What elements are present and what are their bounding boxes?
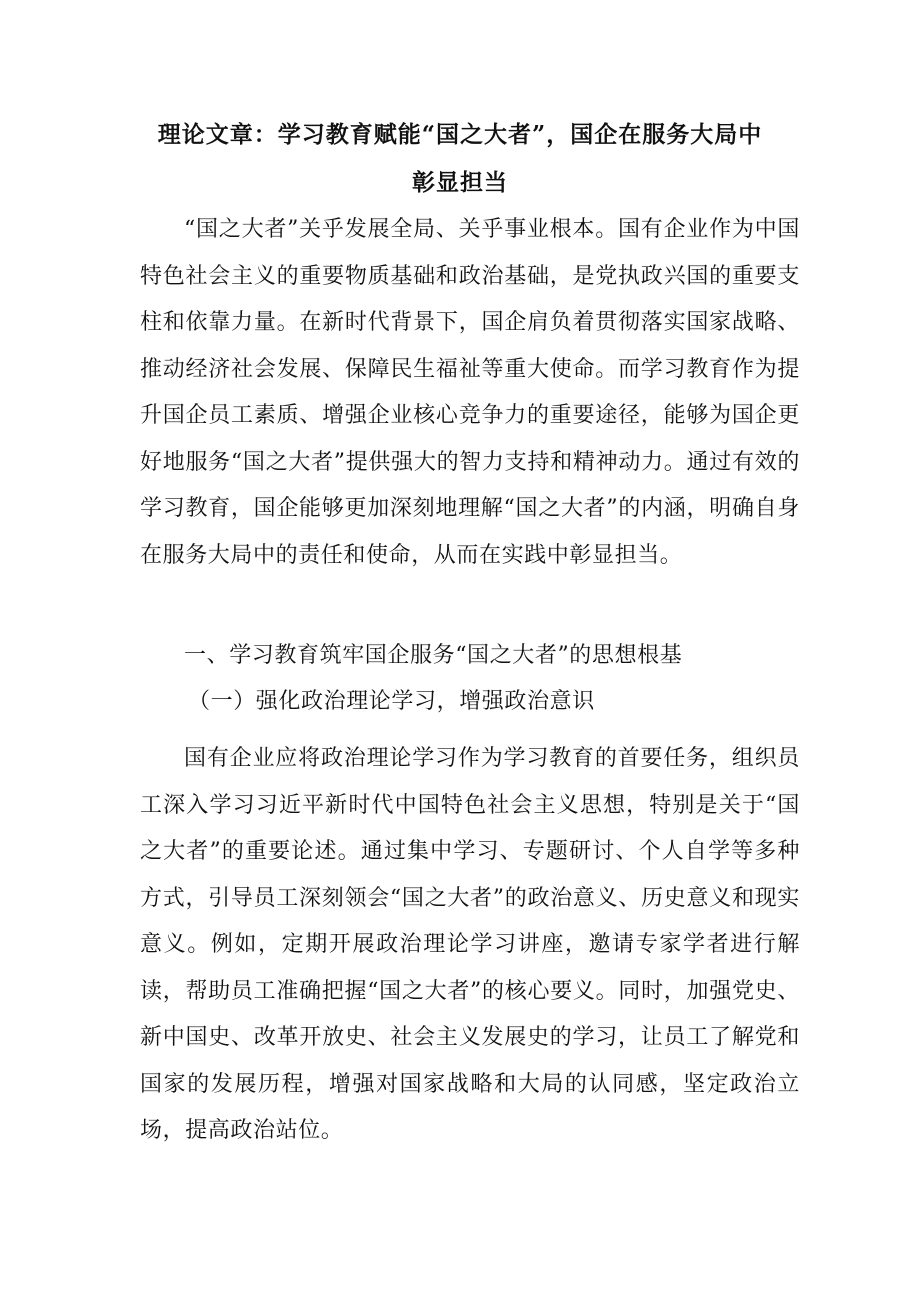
document-title-line1: 理论文章：学习教育赋能“国之大者”，国企在服务大局中 [157,121,763,148]
subsection-heading-1: （一）强化政治理论学习，增强政治意识 [188,689,595,714]
section-heading-1: 一、学习教育筑牢国企服务“国之大者”的思想根基 [184,643,683,668]
intro-text: “国之大者”关乎发展全局、关乎事业根本。国有企业作为中国特色社会主义的重要物质基础和政治基础，是党执政兴国的重要支柱和依靠力量。在新时代背景下，国企肩负着贯彻落实国家战略、推动经济社会发展、保障民生福祉等重大使命。而学习教育作为提升国企员工素质、增强企业核心竞争力的重要途径，能够为国企更好地服务“国之大者”提供强大的智力支持和精神动力。通过有效的学习教育，国企能够更加深刻地理解“国之大者”的内涵，明确自身在服务大局中的责任和使命，从而在实践中彰显担当。 [140,217,800,568]
intro-paragraph [140,207,800,579]
document-title-line2: 彰显担当 [412,169,508,196]
subsection-1-paragraph [140,736,800,1155]
subsection-1-text: 国有企业应将政治理论学习作为学习教育的首要任务，组织员工深入学习习近平新时代中国特色社会主义思想，特别是关于“国之大者”的重要论述。通过集中学习、专题研讨、个人自学等多种方式，引导员工深刻领会“国之大者”的政治意义、历史意义和现实意义。例如，定期开展政治理论学习讲座，邀请专家学者进行解读，帮助员工准确把握“国之大者”的核心要义。同时，加强党史、新中国史、改革开放史、社会主义发展史的学习，让员工了解党和国家的发展历程，增强对国家战略和大局的认同感，坚定政治立场，提高政治站位。 [140,746,800,1143]
